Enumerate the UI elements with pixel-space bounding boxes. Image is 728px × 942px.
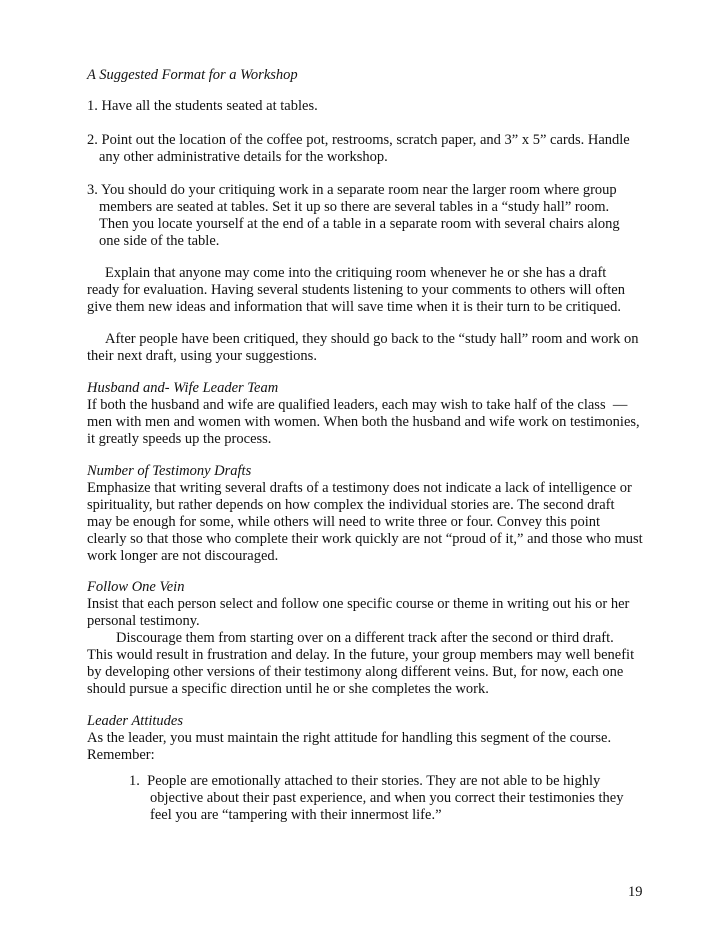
husband-heading: Husband and- Wife Leader Team	[87, 380, 279, 396]
husband-line-3: it greatly speeds up the process.	[87, 431, 272, 447]
vein-line-1: Insist that each person select and follow one specific course or theme in writing out his or her	[87, 596, 630, 612]
document-title: A Suggested Format for a Workshop	[87, 67, 298, 83]
attitudes-item-1-line-1: 1. People are emotionally attached to their stories. They are not able to be highly	[129, 773, 601, 789]
after-line-2: their next draft, using your suggestions.	[87, 348, 317, 364]
vein-line-6: should pursue a specific direction until he or she completes the work.	[87, 681, 489, 697]
attitudes-line-2: Remember:	[87, 747, 155, 763]
vein-line-3: Discourage them from starting over on a different track after the second or third draft.	[116, 630, 614, 646]
explain-line-1: Explain that anyone may come into the critiquing room whenever he or she has a draft	[105, 265, 607, 281]
drafts-heading: Number of Testimony Drafts	[87, 463, 252, 479]
attitudes-item-1-line-2: objective about their past experience, and when you correct their testimonies they	[150, 790, 624, 806]
step-2-line-2: any other administrative details for the workshop.	[99, 149, 388, 165]
step-2-line-1: 2. Point out the location of the coffee pot, restrooms, scratch paper, and 3” x 5” cards. Handle	[87, 132, 630, 148]
vein-line-2: personal testimony.	[87, 613, 200, 629]
attitudes-item-1-line-3: feel you are “tampering with their innermost life.”	[150, 807, 442, 823]
step-3-line-3: Then you locate yourself at the end of a table in a separate room with several chairs along	[99, 216, 620, 232]
drafts-line-4: clearly so that those who complete their work quickly are not “proud of it,” and those who must	[87, 531, 643, 547]
after-line-1: After people have been critiqued, they should go back to the “study hall” room and work on	[105, 331, 639, 347]
drafts-line-2: spirituality, but rather depends on how complex the individual stories are. The second draft	[87, 497, 615, 513]
husband-line-2: men with men and women with women. When both the husband and wife work on testimonies,	[87, 414, 640, 430]
explain-line-2: ready for evaluation. Having several students listening to your comments to others will often	[87, 282, 625, 298]
step-3-line-1: 3. You should do your critiquing work in a separate room near the larger room where group	[87, 182, 617, 198]
attitudes-line-1: As the leader, you must maintain the right attitude for handling this segment of the course.	[87, 730, 612, 746]
vein-line-4: This would result in frustration and delay. In the future, your group members may well benefit	[87, 647, 635, 663]
page-number: 19	[628, 884, 643, 900]
vein-heading: Follow One Vein	[87, 579, 185, 595]
husband-line-1: If both the husband and wife are qualified leaders, each may wish to take half of the class —	[87, 397, 628, 413]
step-3-line-2: members are seated at tables. Set it up so there are several tables in a “study hall” room.	[99, 199, 610, 215]
drafts-line-1: Emphasize that writing several drafts of a testimony does not indicate a lack of intelligence or	[87, 480, 632, 496]
drafts-line-5: work longer are not discouraged.	[87, 548, 279, 564]
step-3-line-4: one side of the table.	[99, 233, 220, 249]
explain-line-3: give them new ideas and information that will save time when it is their turn to be critiqued.	[87, 299, 621, 315]
step-1: 1. Have all the students seated at tables.	[87, 98, 318, 114]
drafts-line-3: may be enough for some, while others will need to write three or four. Convey this point	[87, 514, 601, 530]
attitudes-heading: Leader Attitudes	[87, 713, 183, 729]
vein-line-5: by developing other versions of their testimony along different veins. But, for now, each one	[87, 664, 624, 680]
